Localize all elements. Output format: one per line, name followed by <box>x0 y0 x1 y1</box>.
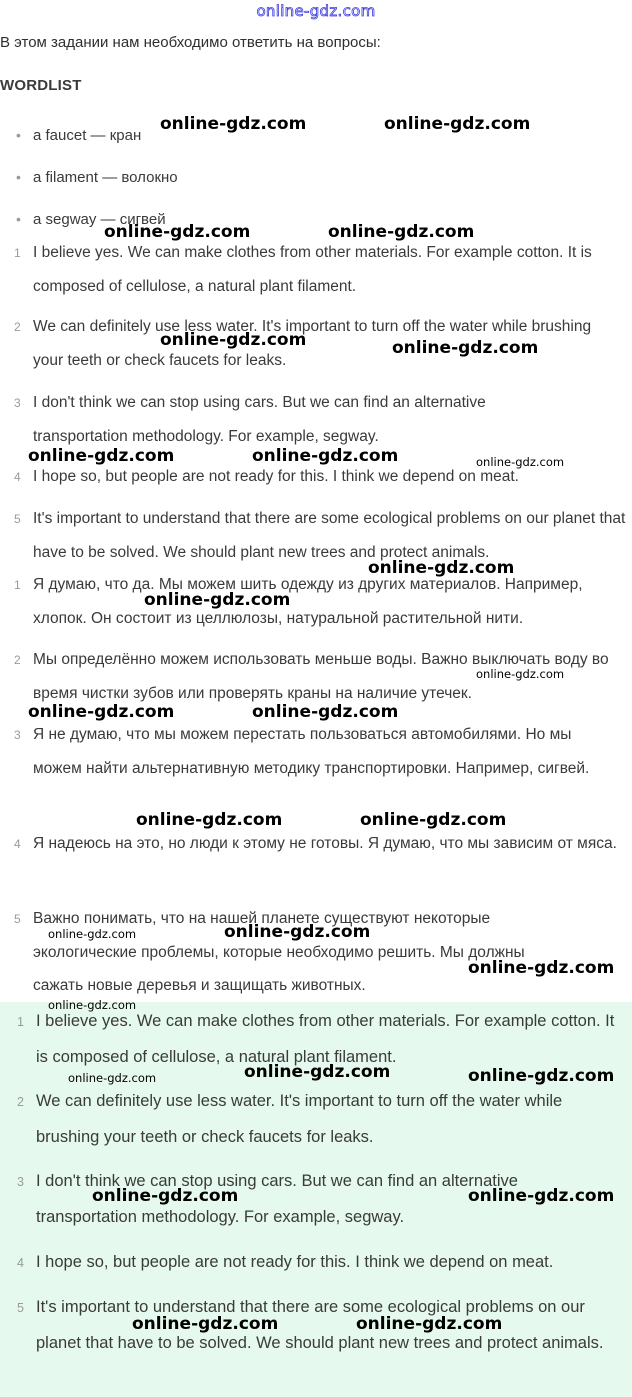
watermark: online-gdz.com <box>328 222 475 242</box>
watermark: online-gdz.com <box>28 446 175 466</box>
answer-number: 1 <box>14 578 21 592</box>
answer-number: 2 <box>14 653 21 667</box>
answer-text: We can definitely use less water. It's important to turn off the water while brushing your teeth or check faucets for leaks. <box>36 1092 563 1146</box>
watermark: online-gdz.com <box>468 1066 615 1086</box>
watermark: online-gdz.com <box>244 1062 391 1082</box>
answer-text: Я не думаю, что мы можем перестать пользоваться автомобилями. Но мы можем найти альтернативную методику транспортировки. Например, сигвей. <box>33 726 590 777</box>
answer-text: Я думаю, что да. Мы можем шить одежду из других материалов. Например, хлопок. Он состоит из целлюлозы, натуральной растительной нити. <box>33 576 583 627</box>
answer-text: We can definitely use less water. It's important to turn off the water while brushing your teeth or check faucets for leaks. <box>33 318 592 369</box>
answer-text: It's important to understand that there are some ecological problems on our planet that have to be solved. We should plant new trees and protect animals. <box>36 1298 604 1352</box>
watermark: online-gdz.com <box>48 998 137 1012</box>
watermark: online-gdz.com <box>160 114 307 134</box>
watermark: online-gdz.com <box>360 810 507 830</box>
answer-number: 3 <box>14 396 21 410</box>
answer-number: 5 <box>17 1301 24 1315</box>
watermark: online-gdz.com <box>68 1071 157 1085</box>
watermark: online-gdz.com <box>468 958 615 978</box>
answer-number: 2 <box>14 320 21 334</box>
answer-number: 4 <box>17 1256 24 1270</box>
watermark: online-gdz.com <box>252 702 399 722</box>
answer-text: I believe yes. We can make clothes from other materials. For example cotton. It is composed of cellulose, a natural plant filament. <box>33 244 592 295</box>
answer-text: I hope so, but people are not ready for this. I think we depend on meat. <box>33 468 519 485</box>
answer-number: 5 <box>14 912 21 926</box>
answer-text: I hope so, but people are not ready for this. I think we depend on meat. <box>36 1253 554 1271</box>
answers-en-section <box>0 236 632 566</box>
answer-number: 3 <box>14 728 21 742</box>
watermark: online-gdz.com <box>368 558 515 578</box>
answer-number: 3 <box>17 1175 24 1189</box>
answer-number: 1 <box>17 1015 24 1029</box>
watermark: online-gdz.com <box>136 810 283 830</box>
answer-number: 4 <box>14 837 21 851</box>
wordlist-heading: WORDLIST <box>0 77 82 94</box>
watermark: online-gdz.com <box>476 455 565 469</box>
intro-text: В этом задании нам необходимо ответить на вопросы: <box>0 34 381 51</box>
watermark: online-gdz.com <box>252 446 399 466</box>
watermark: online-gdz.com <box>224 922 371 942</box>
answer-text: I don't think we can stop using cars. But we can find an alternative transportation methodology. For example, segway. <box>33 394 486 445</box>
watermark: online-gdz.com <box>144 590 291 610</box>
answer-text: It's important to understand that there are some ecological problems on our planet that have to be solved. We should plant new trees and protect animals. <box>33 510 626 561</box>
wordlist-item-text: a filament — волокно <box>33 169 178 186</box>
watermark: online-gdz.com <box>476 667 565 681</box>
bullet-icon: • <box>16 127 21 143</box>
watermark: online-gdz.com <box>384 114 531 134</box>
answer-number: 5 <box>14 512 21 526</box>
bullet-icon: • <box>16 211 21 227</box>
wordlist-item-text: a segway — сигвей <box>33 211 166 228</box>
header-watermark: online-gdz.com <box>256 2 376 20</box>
answer-text: I believe yes. We can make clothes from other materials. For example cotton. It is composed of cellulose, a natural plant filament. <box>36 1012 615 1066</box>
watermark: online-gdz.com <box>104 222 251 242</box>
bullet-icon: • <box>16 169 21 185</box>
answer-number: 2 <box>17 1095 24 1109</box>
answer-number: 1 <box>14 246 21 260</box>
answer-text: Я надеюсь на это, но люди к этому не готовы. Я думаю, что мы зависим от мяса. <box>33 835 617 852</box>
watermark: online-gdz.com <box>392 338 539 358</box>
wordlist-item-text: a faucet — кран <box>33 127 142 144</box>
watermark: online-gdz.com <box>132 1314 279 1334</box>
answer-number: 4 <box>14 470 21 484</box>
watermark: online-gdz.com <box>48 927 137 941</box>
watermark: online-gdz.com <box>28 702 175 722</box>
watermark: online-gdz.com <box>92 1186 239 1206</box>
watermark: online-gdz.com <box>356 1314 503 1334</box>
answer-text: I don't think we can stop using cars. But we can find an alternative transportation methodology. For example, segway. <box>36 1172 518 1226</box>
watermark: online-gdz.com <box>468 1186 615 1206</box>
watermark: online-gdz.com <box>160 330 307 350</box>
answer-text: Важно понимать, что на нашей планете существуют некоторые экологические проблемы, которые необходимо решить. Мы должны сажать новые деревья и защищать животных. <box>33 910 525 994</box>
answer-text: Мы определённо можем использовать меньше воды. Важно выключать воду во время чистки зубов или проверять краны на наличие утечек. <box>33 651 609 702</box>
